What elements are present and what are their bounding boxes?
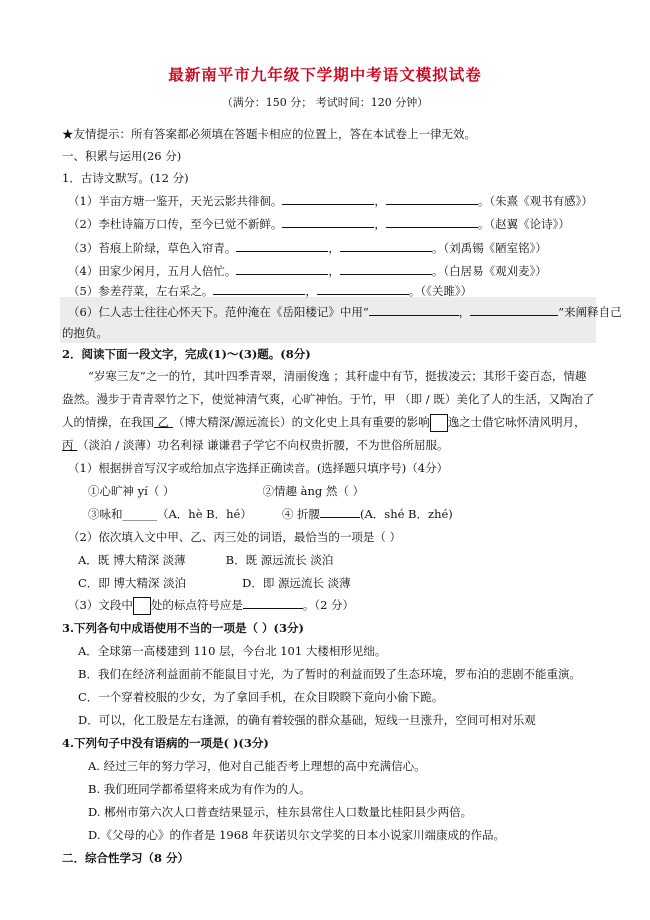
answer-blank[interactable]	[282, 216, 374, 228]
answer-blank[interactable]	[243, 597, 303, 609]
section-2-heading: 二．综合性学习（8 分）	[62, 851, 190, 865]
answer-blank[interactable]	[282, 193, 374, 205]
notice: ★友情提示：所有答案都必须填在答题卡相应的位置上，答在本试卷上一律无效。	[62, 127, 476, 141]
q1-item3: （3）苔痕上阶绿，草色入帘青。 ， 。（刘禹锡《陋室铭》）	[68, 241, 547, 255]
q2-sub1: （1）根据拼音写汉字或给加点字选择正确读音。(选择题只填序号)（4分）	[68, 461, 449, 475]
passage-line-2: 盎然。漫步于青青翠竹之下，使觉神清气爽，心旷神怡。于竹，甲 （即 / 既）美化了人的生活，又陶冶了	[62, 392, 595, 406]
answer-blank[interactable]	[369, 304, 459, 316]
q2-sub3: （3）文段中 处的标点符号应是 。（2 分）	[68, 597, 354, 615]
q2-sub2-row2: C．即 博大精深 淡泊 D．即 源远流长 淡薄	[78, 576, 351, 590]
passage-line-4: 丙 （淡泊 / 淡薄）功名利禄 谦谦君子学它不向权贵折腰，不为世俗所屈服。	[62, 438, 449, 452]
answer-blank[interactable]	[320, 506, 360, 518]
q1-item5: （5）参差荇菜，左右采之。 ， 。（《关雎》）	[68, 284, 473, 298]
exam-title: 最新南平市九年级下学期中考语文模拟试卷	[168, 65, 482, 84]
answer-blank[interactable]	[470, 304, 558, 316]
punctuation-box[interactable]	[430, 414, 448, 432]
q4-option-d: D.《父母的心》的作者是 1968 年获诺贝尔文学奖的日本小说家川端康成的作品。	[88, 828, 506, 842]
q4-option-a: A. 经过三年的努力学习，他对自己能否考上理想的高中充满信心。	[88, 759, 426, 773]
q3-heading: 3.下列各句中成语使用不当的一项是（ ）(3分)	[62, 621, 304, 635]
q3-option-c: C．一个穿着校服的少女，为了拿回手机，在众目睽睽下竟向小偷下跪。	[78, 690, 444, 704]
exam-subtitle: （满分：150 分； 考试时间：120 分钟）	[221, 96, 429, 109]
q4-option-c: D. 郴州市第六次人口普查结果显示，桂东县常住人口数量比桂阳县少两倍。	[88, 805, 473, 819]
answer-blank[interactable]	[386, 216, 478, 228]
q4-option-b: B. 我们班同学都希望将来成为有作为的人。	[88, 782, 311, 796]
q1-item2: （2）李杜诗篇万口传，至今已觉不新鲜。 ， 。（赵翼《论诗》）	[68, 217, 570, 231]
q1-item6: （6）仁人志士往往心怀天下。范仲淹在《岳阳楼记》中用“ ， ”来阐释自己	[68, 305, 622, 319]
answer-blank[interactable]	[317, 283, 409, 295]
answer-blank[interactable]	[386, 193, 478, 205]
q2-sub1-row1: ①心旷神 yí（ ） ②情趣 àng 然（ ）	[88, 484, 365, 498]
q1-item4: （4）田家少闲月，五月人倍忙。 ， 。（白居易《观刈麦》）	[68, 264, 547, 278]
q3-option-d: D．可以，化工股是左右逢源，的确有着较强的群众基础，短线一旦涨升，空间可相对乐观	[78, 713, 536, 727]
punctuation-box[interactable]	[133, 597, 151, 615]
answer-blank[interactable]	[340, 240, 432, 252]
q2-sub1-row2: ③咏和______（A．hè B．hé） ④ 折腰 (A．shé B．zhé)	[88, 507, 453, 521]
q3-option-a: A．全球第一高楼建到 110 层，今台北 101 大楼相形见绌。	[78, 644, 387, 658]
q4-heading: 4.下列句子中没有语病的一项是( )(3分)	[62, 736, 269, 750]
q1-heading: 1．古诗文默写。(12 分)	[62, 171, 189, 185]
q2-sub2: （2）依次填入文中甲、乙、丙三处的词语，最恰当的一项是（ ）	[68, 530, 401, 544]
answer-blank[interactable]	[236, 240, 328, 252]
q3-option-b: B．我们在经济利益面前不能鼠目寸光，为了暂时的利益而毁了生态环境，罗布泊的悲剧不能重演。	[78, 667, 581, 681]
passage-line-1: “岁寒三友”之一的竹，其叶四季青翠，清丽俊逸 ；其秆虚中有节，挺拔凌云；其形千姿百态，情趣	[88, 369, 587, 383]
section-1-heading: 一、积累与运用(26 分)	[62, 149, 182, 163]
answer-blank[interactable]	[340, 263, 432, 275]
answer-blank[interactable]	[236, 263, 328, 275]
q2-heading: 2．阅读下面一段文字，完成(1)～(3)题。(8分)	[62, 347, 311, 361]
answer-blank[interactable]	[213, 283, 305, 295]
q2-sub2-row1: A．既 博大精深 淡薄 B．既 源远流长 淡泊	[78, 553, 334, 567]
q1-item1: （1）半亩方塘一鉴开，天光云影共徘徊。 ， 。（朱熹《观书有感》）	[68, 194, 593, 208]
q1-item6-cont: 的抱负。	[62, 326, 108, 340]
passage-line-3: 人的情操，在我国 乙 （博大精深/源远流长）的文化史上具有重要的影响 逸之士借它咏怀清风明月，	[62, 414, 586, 432]
